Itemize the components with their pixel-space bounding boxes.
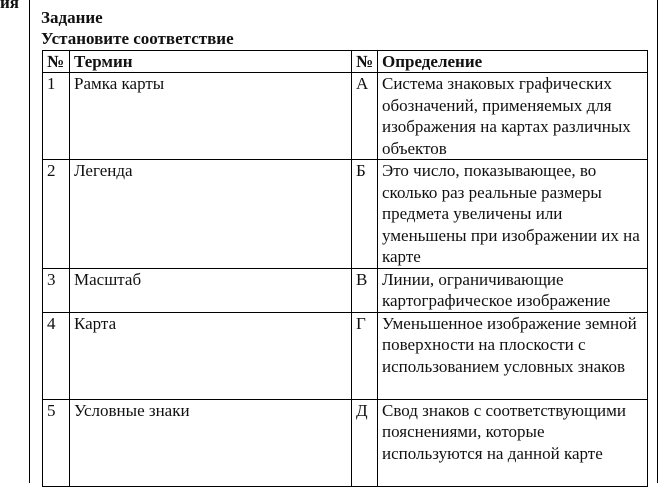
table-row <box>43 312 648 399</box>
definition-text: Свод знаков с соответствующими пояснениями, которые используются на данной карте <box>378 399 648 486</box>
definition-letter: В <box>352 268 378 312</box>
table-row <box>43 160 648 269</box>
term-number: 1 <box>43 73 70 160</box>
definition-text: Система знаковых графических обозначений, применяемых для изображения на картах различных объектов <box>378 73 648 160</box>
term-text: Масштаб <box>70 268 352 312</box>
margin-text-fragment: ия <box>0 0 19 12</box>
table-header-row <box>43 51 648 73</box>
header-definition-number: № <box>352 51 378 73</box>
table-row <box>43 73 648 160</box>
matching-table <box>42 50 648 487</box>
term-number: 2 <box>43 160 70 269</box>
term-number: 5 <box>43 399 70 486</box>
task-instruction: Установите соответствие <box>41 29 234 48</box>
definition-text: Линии, ограничивающие картографическое изображение <box>378 268 648 312</box>
table-row <box>43 399 648 486</box>
term-number: 3 <box>43 268 70 312</box>
definition-letter: Г <box>352 312 378 399</box>
term-number: 4 <box>43 312 70 399</box>
frame-left-border <box>29 0 30 483</box>
task-heading: Задание <box>41 8 103 27</box>
term-text: Рамка карты <box>70 73 352 160</box>
frame-right-border <box>657 0 658 483</box>
definition-text: Уменьшенное изображение земной поверхности на плоскости с использованием условных знаков <box>378 312 648 399</box>
term-text: Условные знаки <box>70 399 352 486</box>
definition-letter: А <box>352 73 378 160</box>
definition-text: Это число, показывающее, во сколько раз реальные размеры предмета увеличены или уменьшены при изображении их на карте <box>378 160 648 269</box>
header-term-number: № <box>43 51 70 73</box>
term-text: Легенда <box>70 160 352 269</box>
term-text: Карта <box>70 312 352 399</box>
header-term: Термин <box>70 51 352 73</box>
definition-letter: Д <box>352 399 378 486</box>
definition-letter: Б <box>352 160 378 269</box>
table-row <box>43 268 648 312</box>
header-definition: Определение <box>378 51 648 73</box>
